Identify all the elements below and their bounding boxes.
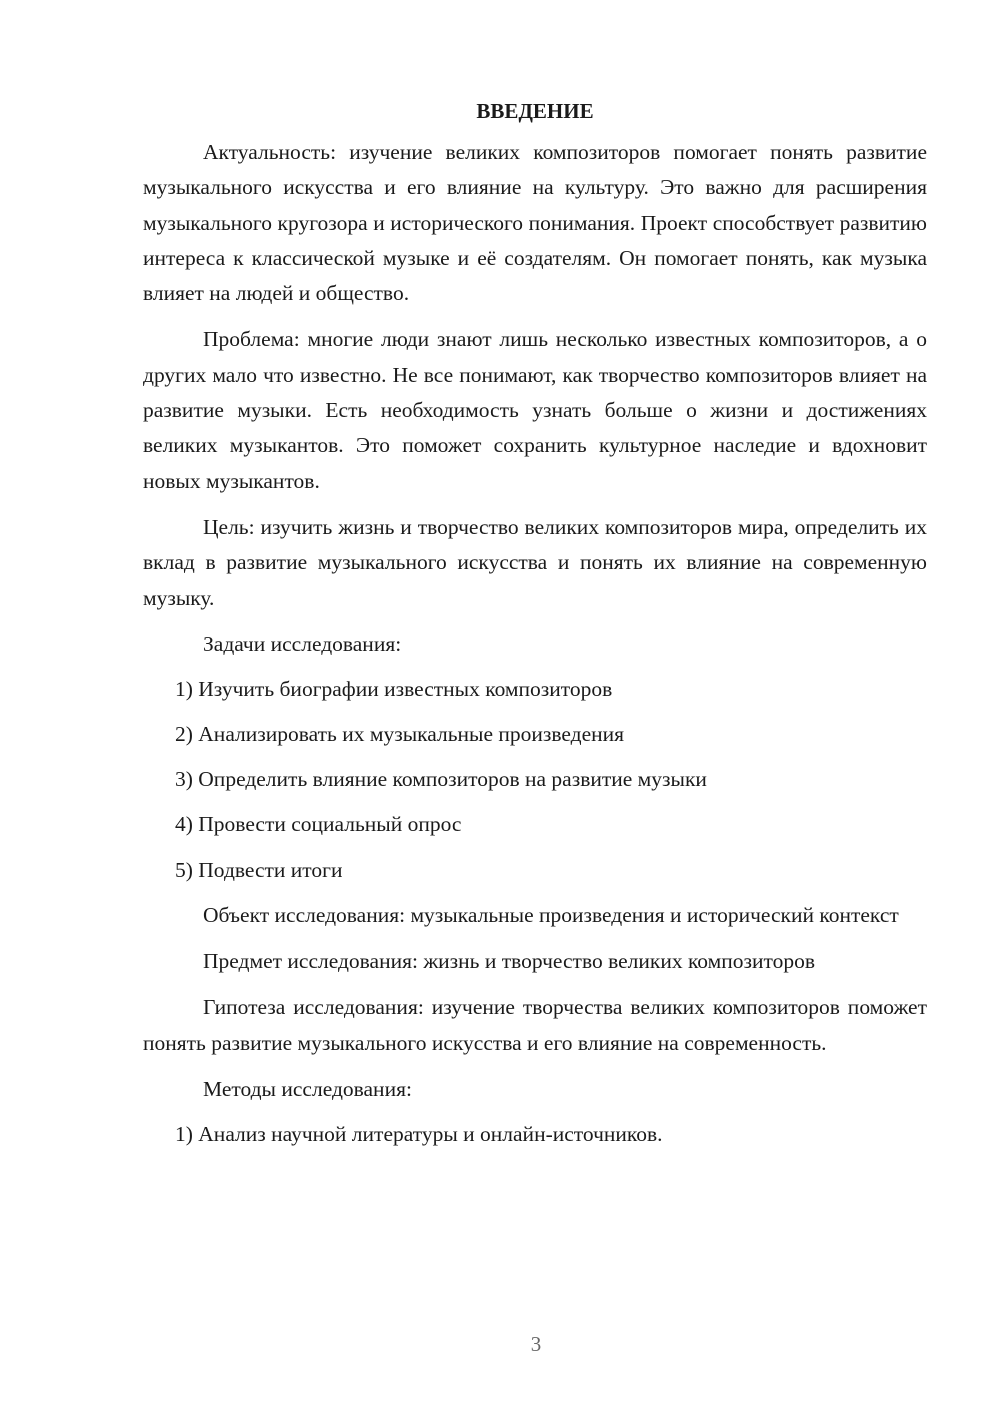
list-item: 4) Провести социальный опрос	[175, 812, 462, 837]
list-item: 5) Подвести итоги	[175, 857, 343, 882]
methods-list	[143, 1117, 927, 1152]
tasks-heading: Задачи исследования:	[203, 631, 402, 656]
paragraph-goal: Цель: изучить жизнь и творчество великих композиторов мира, определить их вклад в развитие музыкального искусства и понять их влияние на современную музыку.	[143, 514, 927, 610]
paragraph-subject: Предмет исследования: жизнь и творчество великих композиторов	[203, 949, 816, 974]
list-item: 2) Анализировать их музыкальные произведения	[175, 722, 625, 747]
methods-heading: Методы исследования:	[203, 1077, 412, 1102]
page-number: 3	[530, 1332, 542, 1356]
paragraph-relevance: Актуальность: изучение великих композиторов помогает понять развитие музыкального искусства и его влияние на культуру. Это важно для расширения музыкального кругозора и исторического понимания. Проект способствует развитию интереса к классической музыке и её создателям. Он помогает понять, как музыка влияет на людей и общество.	[143, 140, 927, 306]
paragraph-object: Объект исследования: музыкальные произведения и исторический контекст	[203, 902, 899, 927]
list-item: 1) Изучить биографии известных композиторов	[175, 677, 613, 702]
tasks-list	[143, 672, 927, 888]
list-item: 1) Анализ научной литературы и онлайн-источников.	[175, 1122, 663, 1147]
section-title: ВВЕДЕНИЕ	[476, 99, 594, 123]
list-item: 3) Определить влияние композиторов на развитие музыки	[175, 767, 707, 792]
document-page	[143, 92, 927, 1163]
paragraph-problem: Проблема: многие люди знают лишь несколько известных композиторов, а о других мало что известно. Не все понимают, как творчество композиторов влияет на развитие музыки. Есть необходимость узнать больше о жизни и достижениях великих музыкантов. Это поможет сохранить культурное наследие и вдохновит новых музыкантов.	[143, 327, 927, 493]
paragraph-hypothesis: Гипотеза исследования: изучение творчества великих композиторов поможет понять развитие музыкального искусства и его влияние на современность.	[143, 995, 927, 1055]
